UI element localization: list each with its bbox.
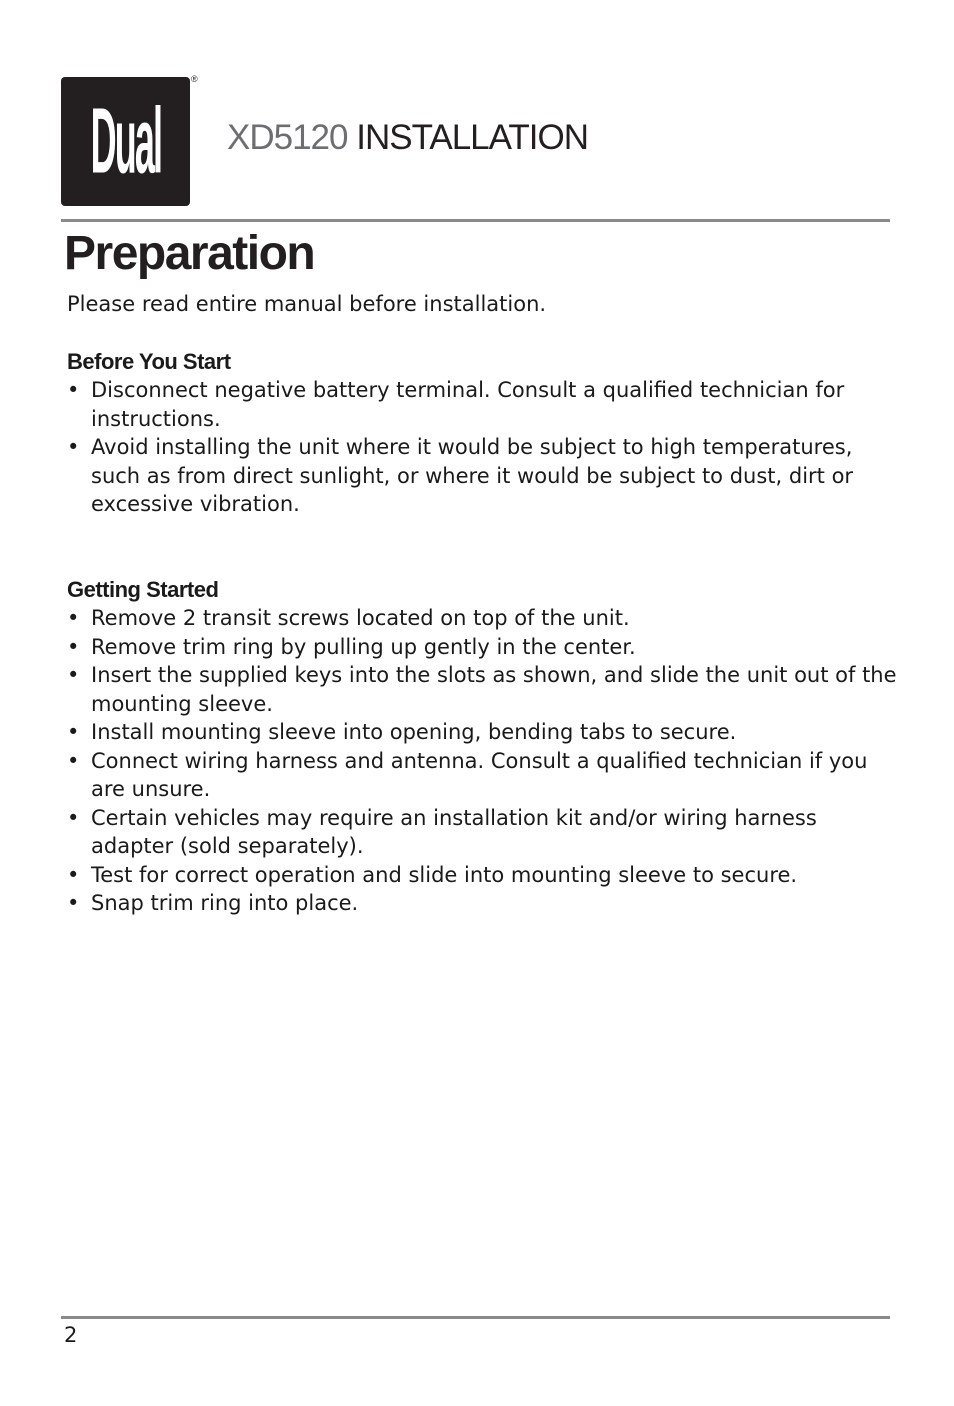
section-heading-getting-started: Getting Started — [67, 576, 219, 602]
list-item: • Install mounting sleeve into opening, bending tabs to secure. — [67, 718, 897, 747]
header-title — [227, 118, 588, 158]
getting-started-list — [67, 604, 897, 918]
list-item: • Remove 2 transit screws located on top of the unit. — [67, 604, 897, 633]
registered-mark: ® — [191, 74, 198, 84]
page-title: Preparation — [64, 227, 315, 280]
list-item: • Avoid installing the unit where it would be subject to high temperatures, such as from direct sunlight, or where it would be subject to dust, dirt or excessive vibration. — [67, 433, 897, 519]
top-divider — [61, 219, 890, 222]
page-number: 2 — [64, 1323, 78, 1347]
dual-logo — [61, 77, 190, 206]
list-item: • Test for correct operation and slide into mounting sleeve to secure. — [67, 861, 897, 890]
section-heading-before-you-start: Before You Start — [67, 348, 231, 374]
header-installation: INSTALLATION — [356, 118, 588, 157]
list-item: • Remove trim ring by pulling up gently in the center. — [67, 633, 897, 662]
model-number: XD5120 — [227, 118, 348, 157]
list-item: • Snap trim ring into place. — [67, 889, 897, 918]
list-item: • Insert the supplied keys into the slots as shown, and slide the unit out of the mounting sleeve. — [67, 661, 897, 718]
list-item: • Disconnect negative battery terminal. Consult a qualified technician for instructions. — [67, 376, 897, 433]
list-item: • Connect wiring harness and antenna. Consult a qualified technician if you are unsure. — [67, 747, 897, 804]
intro-text: Please read entire manual before installation. — [67, 292, 547, 316]
bottom-divider — [61, 1316, 890, 1319]
logo-text: Dual — [90, 89, 161, 194]
before-you-start-list — [67, 376, 897, 519]
main-content — [67, 290, 897, 918]
list-item: • Certain vehicles may require an installation kit and/or wiring harness adapter (sold separately). — [67, 804, 897, 861]
